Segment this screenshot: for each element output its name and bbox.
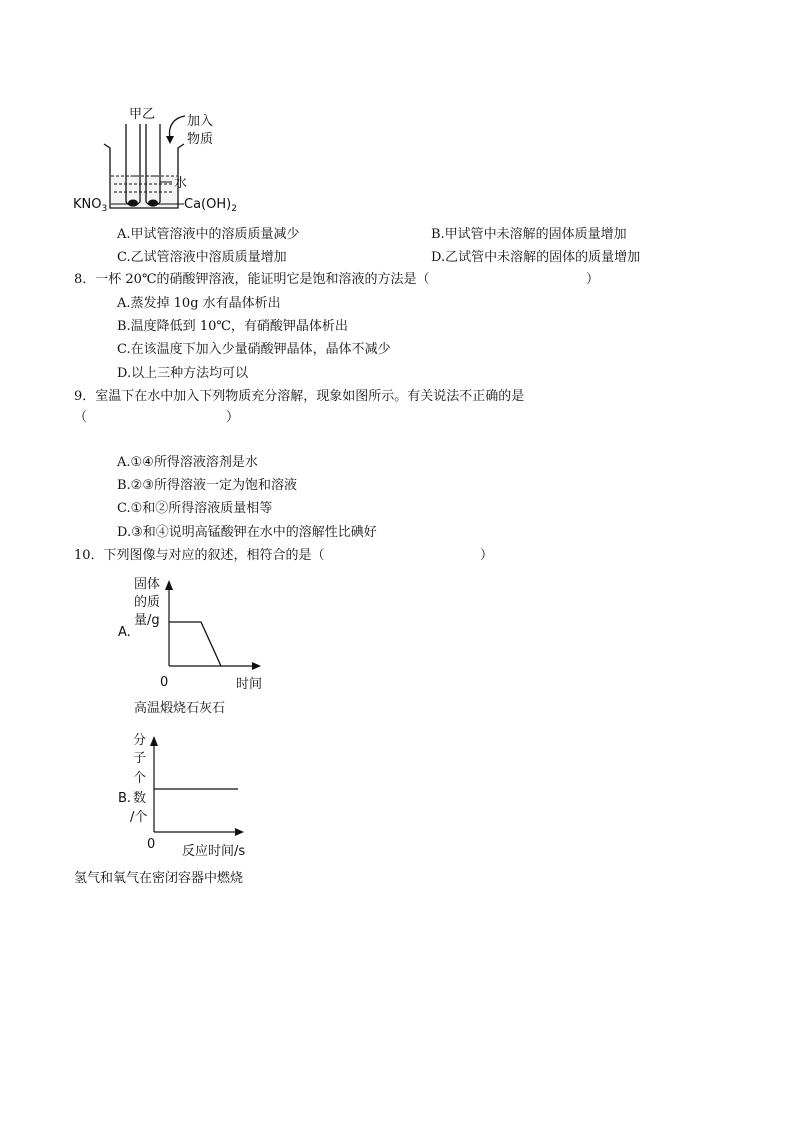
y-axis-arrow-icon (165, 580, 173, 590)
solid-jia (128, 200, 138, 207)
graph-b-xlabel: 反应时间/s (182, 844, 246, 859)
q7-option-a: A.甲试管溶液中的溶质质量减少 (117, 227, 300, 242)
add-label-1: 加入 (187, 114, 214, 129)
caoh2-label: $Ca(OH)_2$ (184, 197, 237, 214)
add-label-2: 物质 (187, 132, 214, 147)
y-axis-arrow-icon (150, 736, 158, 746)
graph-b (110, 726, 280, 861)
q9-option-a: A.①④所得溶液溶剂是水 (117, 455, 258, 470)
graph-a-xlabel: 时间 (236, 677, 263, 692)
arrow-head-icon (166, 136, 174, 144)
x-axis-arrow-icon (235, 828, 244, 836)
x-axis-arrow-icon (252, 662, 261, 670)
q8-stem: 8．一杯 20℃的硝酸钾溶液，能证明它是饱和溶液的方法是（ (74, 272, 430, 287)
graph-a-curve (169, 622, 221, 666)
beaker-figure (60, 96, 280, 216)
add-arrow-icon (170, 116, 185, 138)
q8-option-c: C.在该温度下加入少量硝酸钾晶体，晶体不减少 (117, 342, 391, 357)
water-label: 水 (174, 176, 188, 191)
graph-a-ylabel-1: 固体 (134, 577, 161, 592)
q10-close-paren: ） (480, 548, 494, 563)
graph-b-ylabel-2: 子 (133, 751, 147, 766)
q9-open-paren: （ (74, 410, 88, 425)
graph-a-caption: 高温煅烧石灰石 (134, 701, 226, 716)
graph-a-origin: 0 (160, 675, 169, 690)
q8-close-paren: ） (586, 272, 600, 287)
graph-b-letter: B. (118, 791, 132, 806)
graph-b-ylabel-1: 分 (133, 733, 147, 748)
q8-option-d: D.以上三种方法均可以 (117, 366, 249, 381)
graph-a-letter: A. (118, 625, 131, 640)
q7-option-d: D.乙试管中未溶解的固体的质量增加 (431, 250, 641, 265)
graph-b-ylabel-4: 数 (133, 791, 147, 806)
solid-yi (148, 200, 158, 207)
graph-a-ylabel-2: 的质 (134, 595, 161, 610)
q9-option-d: D.③和④说明高锰酸钾在水中的溶解性比碘好 (117, 525, 377, 540)
q7-option-c: C.乙试管溶液中溶质质量增加 (117, 250, 287, 265)
q10-stem: 10．下列图像与对应的叙述，相符合的是（ (74, 548, 325, 563)
q8-option-b: B.温度降低到 10℃，有硝酸钾晶体析出 (117, 319, 348, 334)
graph-a (110, 570, 280, 720)
q8-option-a: A.蒸发掉 10g 水有晶体析出 (117, 296, 281, 311)
graph-b-caption: 氢气和氧气在密闭容器中燃烧 (74, 871, 244, 886)
graph-a-ylabel-3: 量/g (134, 613, 160, 628)
graph-b-ylabel-3: 个 (133, 771, 147, 786)
q9-close-paren: ） (226, 410, 240, 425)
graph-b-origin: 0 (147, 837, 156, 852)
q9-option-b: B.②③所得溶液一定为饱和溶液 (117, 478, 297, 493)
kno3-label: $KNO_3$ (73, 197, 108, 214)
q9-option-c: C.①和②所得溶液质量相等 (117, 501, 273, 516)
tube-labels: 甲乙 (129, 107, 156, 122)
graph-b-ylabel-5: /个 (130, 810, 148, 825)
q9-stem: 9．室温下在水中加入下列物质充分溶解，现象如图所示。有关说法不正确的是 (74, 389, 525, 404)
q7-option-b: B.甲试管中未溶解的固体质量增加 (431, 227, 627, 242)
